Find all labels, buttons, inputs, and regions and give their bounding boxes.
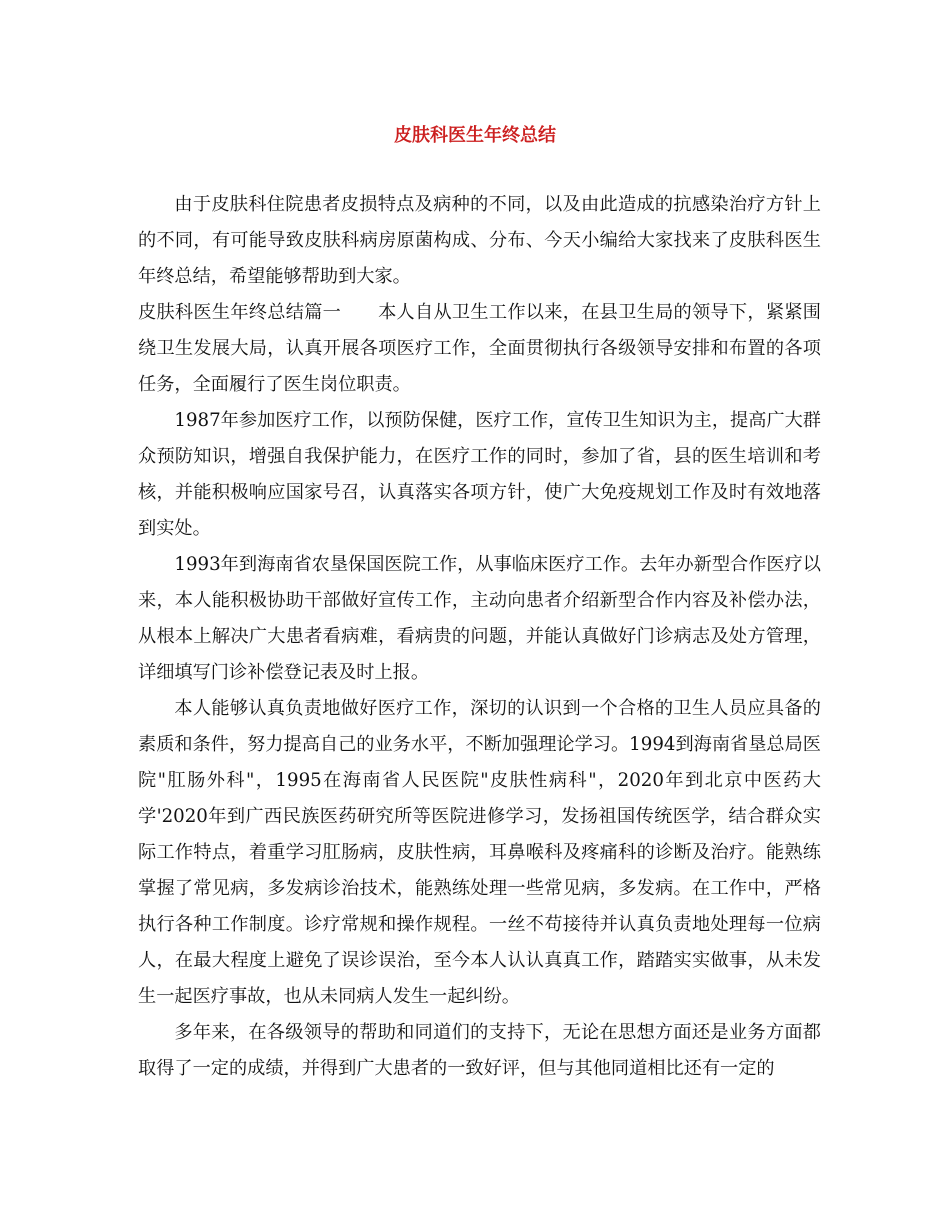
paragraph-responsibility: 本人能够认真负责地做好医疗工作，深切的认识到一个合格的卫生人员应具备的素质和条件，努力提高自己的业务水平，不断加强理论学习。1994到海南省垦总局医院"肛肠外科"，1995在海南省人民医院"皮肤性病科"，2020年到北京中医药大学'2020年到广西民族医药研究所等医院进修学习，发扬祖国传统医学，结合群众实际工作特点，着重学习肛肠病，皮肤性病，耳鼻喉科及疼痛科的诊断及治疗。能熟练掌握了常见病，多发病诊治技术，能熟练处理一些常见病，多发病。在工作中，严格执行各种工作制度。诊疗常规和操作规程。一丝不苟接待并认真负责地处理每一位病人，在最大程度上避免了误诊误治，至今本人认认真真工作，踏踏实实做事，从未发生一起医疗事故，也从未同病人发生一起纠纷。: [138, 698, 821, 1007]
document-title: 皮肤科医生年终总结: [394, 125, 556, 146]
paragraph-achievements: 多年来，在各级领导的帮助和同道们的支持下，无论在思想方面还是业务方面都取得了一定的成绩，并得到广大患者的一致好评，但与其他同道相比还有一定的: [138, 1022, 821, 1079]
paragraph-part-one: 皮肤科医生年终总结篇一 本人自从卫生工作以来，在县卫生局的领导下，紧紧围绕卫生发展大局，认真开展各项医疗工作，全面贯彻执行各级领导安排和布置的各项任务，全面履行了医生岗位职责。: [138, 302, 821, 395]
paragraph-1993: 1993年到海南省农垦保国医院工作，从事临床医疗工作。去年办新型合作医疗以来，本人能积极协助干部做好宣传工作，主动向患者介绍新型合作内容及补偿办法，从根本上解决广大患者看病难，看病贵的问题，并能认真做好门诊病志及处方管理，详细填写门诊补偿登记表及时上报。: [138, 554, 821, 683]
paragraph-intro: 由于皮肤科住院患者皮损特点及病种的不同，以及由此造成的抗感染治疗方针上的不同，有可能导致皮肤科病房原菌构成、分布、今天小编给大家找来了皮肤科医生年终总结，希望能够帮助到大家。: [138, 194, 821, 287]
document-body: [138, 187, 821, 1087]
paragraph-1987: 1987年参加医疗工作，以预防保健，医疗工作，宣传卫生知识为主，提高广大群众预防知识，增强自我保护能力，在医疗工作的同时，参加了省，县的医生培训和考核，并能积极响应国家号召，认真落实各项方针，使广大免疫规划工作及时有效地落到实处。: [138, 410, 821, 539]
